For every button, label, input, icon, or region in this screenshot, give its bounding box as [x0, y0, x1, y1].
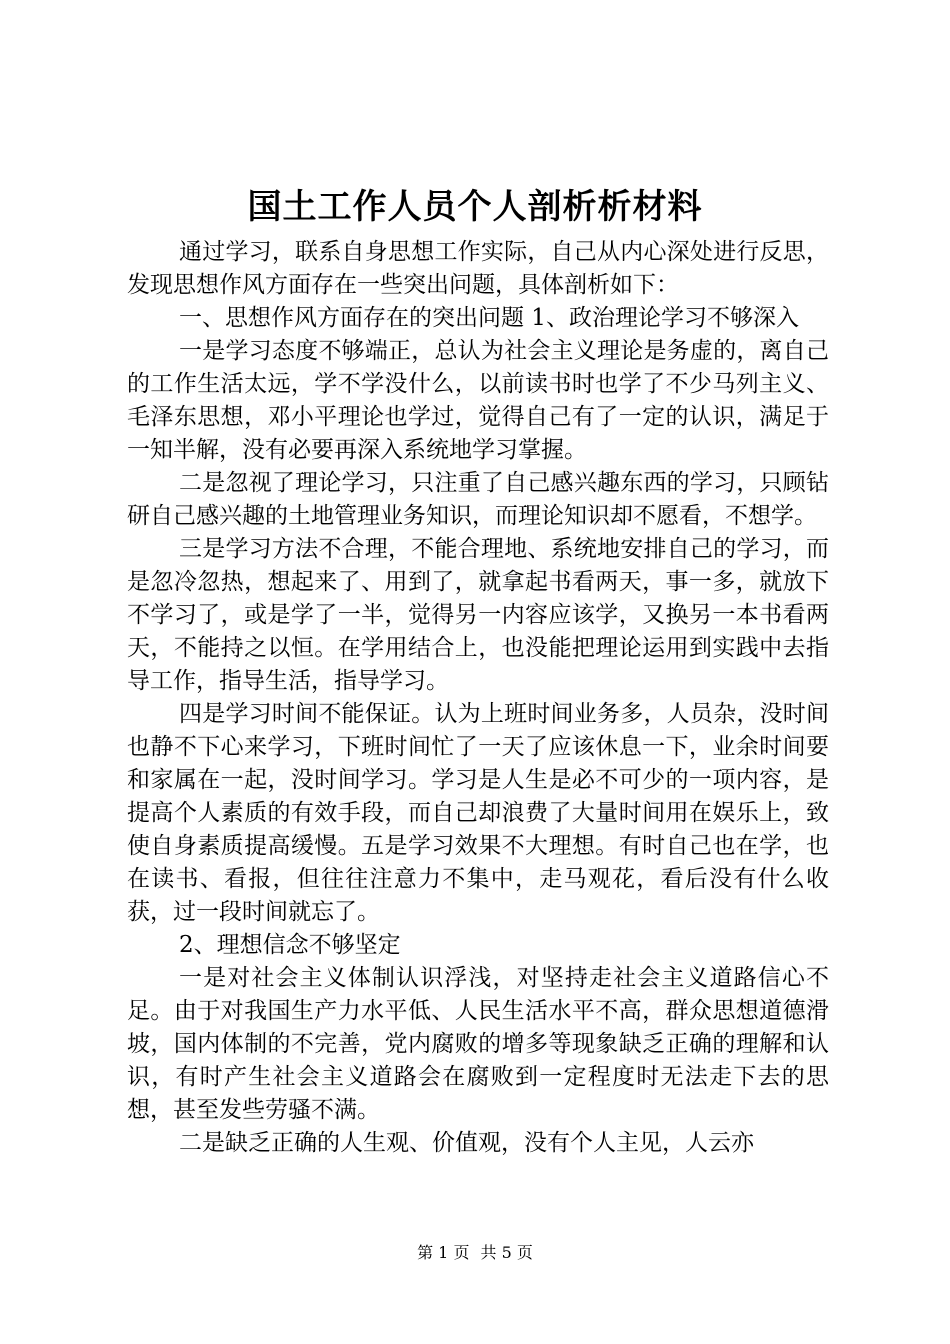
document-title: 国土工作人员个人剖析析材料 [247, 187, 703, 227]
paragraph: 四是学习时间不能保证。认为上班时间业务多，人员杂，没时间也静不下心来学习，下班时间忙了一天了应该休息一下，业余时间要和家属在一起，没时间学习。学习是人生是必不可少的一项内容，是提高个人素质的有效手段，而自己却浪费了大量时间用在娱乐上，致使自身素质提高缓慢。五是学习效果不大理想。有时自己也在学，也在读书、看报，但往往注意力不集中，走马观花，看后没有什么收获，过一段时间就忘了。 [127, 701, 829, 925]
paragraph: 一、思想作风方面存在的突出问题 1、政治理论学习不够深入 [179, 305, 799, 331]
document-body [127, 236, 829, 1160]
paragraph: 二是忽视了理论学习，只注重了自己感兴趣东西的学习，只顾钻研自己感兴趣的土地管理业务知识，而理论知识却不愿看，不想学。 [127, 470, 829, 529]
paragraph: 一是学习态度不够端正，总认为社会主义理论是务虚的，离自己的工作生活太远，学不学没什么，以前读书时也学了不少马列主义、毛泽东思想，邓小平理论也学过，觉得自己有了一定的认识，满足于一知半解，没有必要再深入系统地学习掌握。 [127, 338, 829, 463]
paragraph: 二是缺乏正确的人生观、价值观，没有个人主见，人云亦 [179, 1130, 754, 1156]
paragraph: 2、理想信念不够坚定 [179, 932, 401, 958]
paragraph: 通过学习，联系自身思想工作实际，自己从内心深处进行反思，发现思想作风方面存在一些突出问题，具体剖析如下： [127, 239, 829, 298]
page-number: 第 1 页 [417, 1243, 470, 1262]
page-footer [0, 1243, 950, 1263]
paragraph: 三是学习方法不合理，不能合理地、系统地安排自己的学习，而是忽冷忽热，想起来了、用到了，就拿起书看两天，事一多，就放下不学习了，或是学了一半，觉得另一内容应该学，又换另一本书看两天，不能持之以恒。在学用结合上，也没能把理论运用到实践中去指导工作，指导生活，指导学习。 [127, 536, 829, 694]
paragraph: 一是对社会主义体制认识浮浅，对坚持走社会主义道路信心不足。由于对我国生产力水平低、人民生活水平不高，群众思想道德滑坡，国内体制的不完善，党内腐败的增多等现象缺乏正确的理解和认识，有时产生社会主义道路会在腐败到一定程度时无法走下去的思想，甚至发些劳骚不满。 [127, 965, 829, 1123]
page-total: 共 5 页 [480, 1243, 533, 1262]
